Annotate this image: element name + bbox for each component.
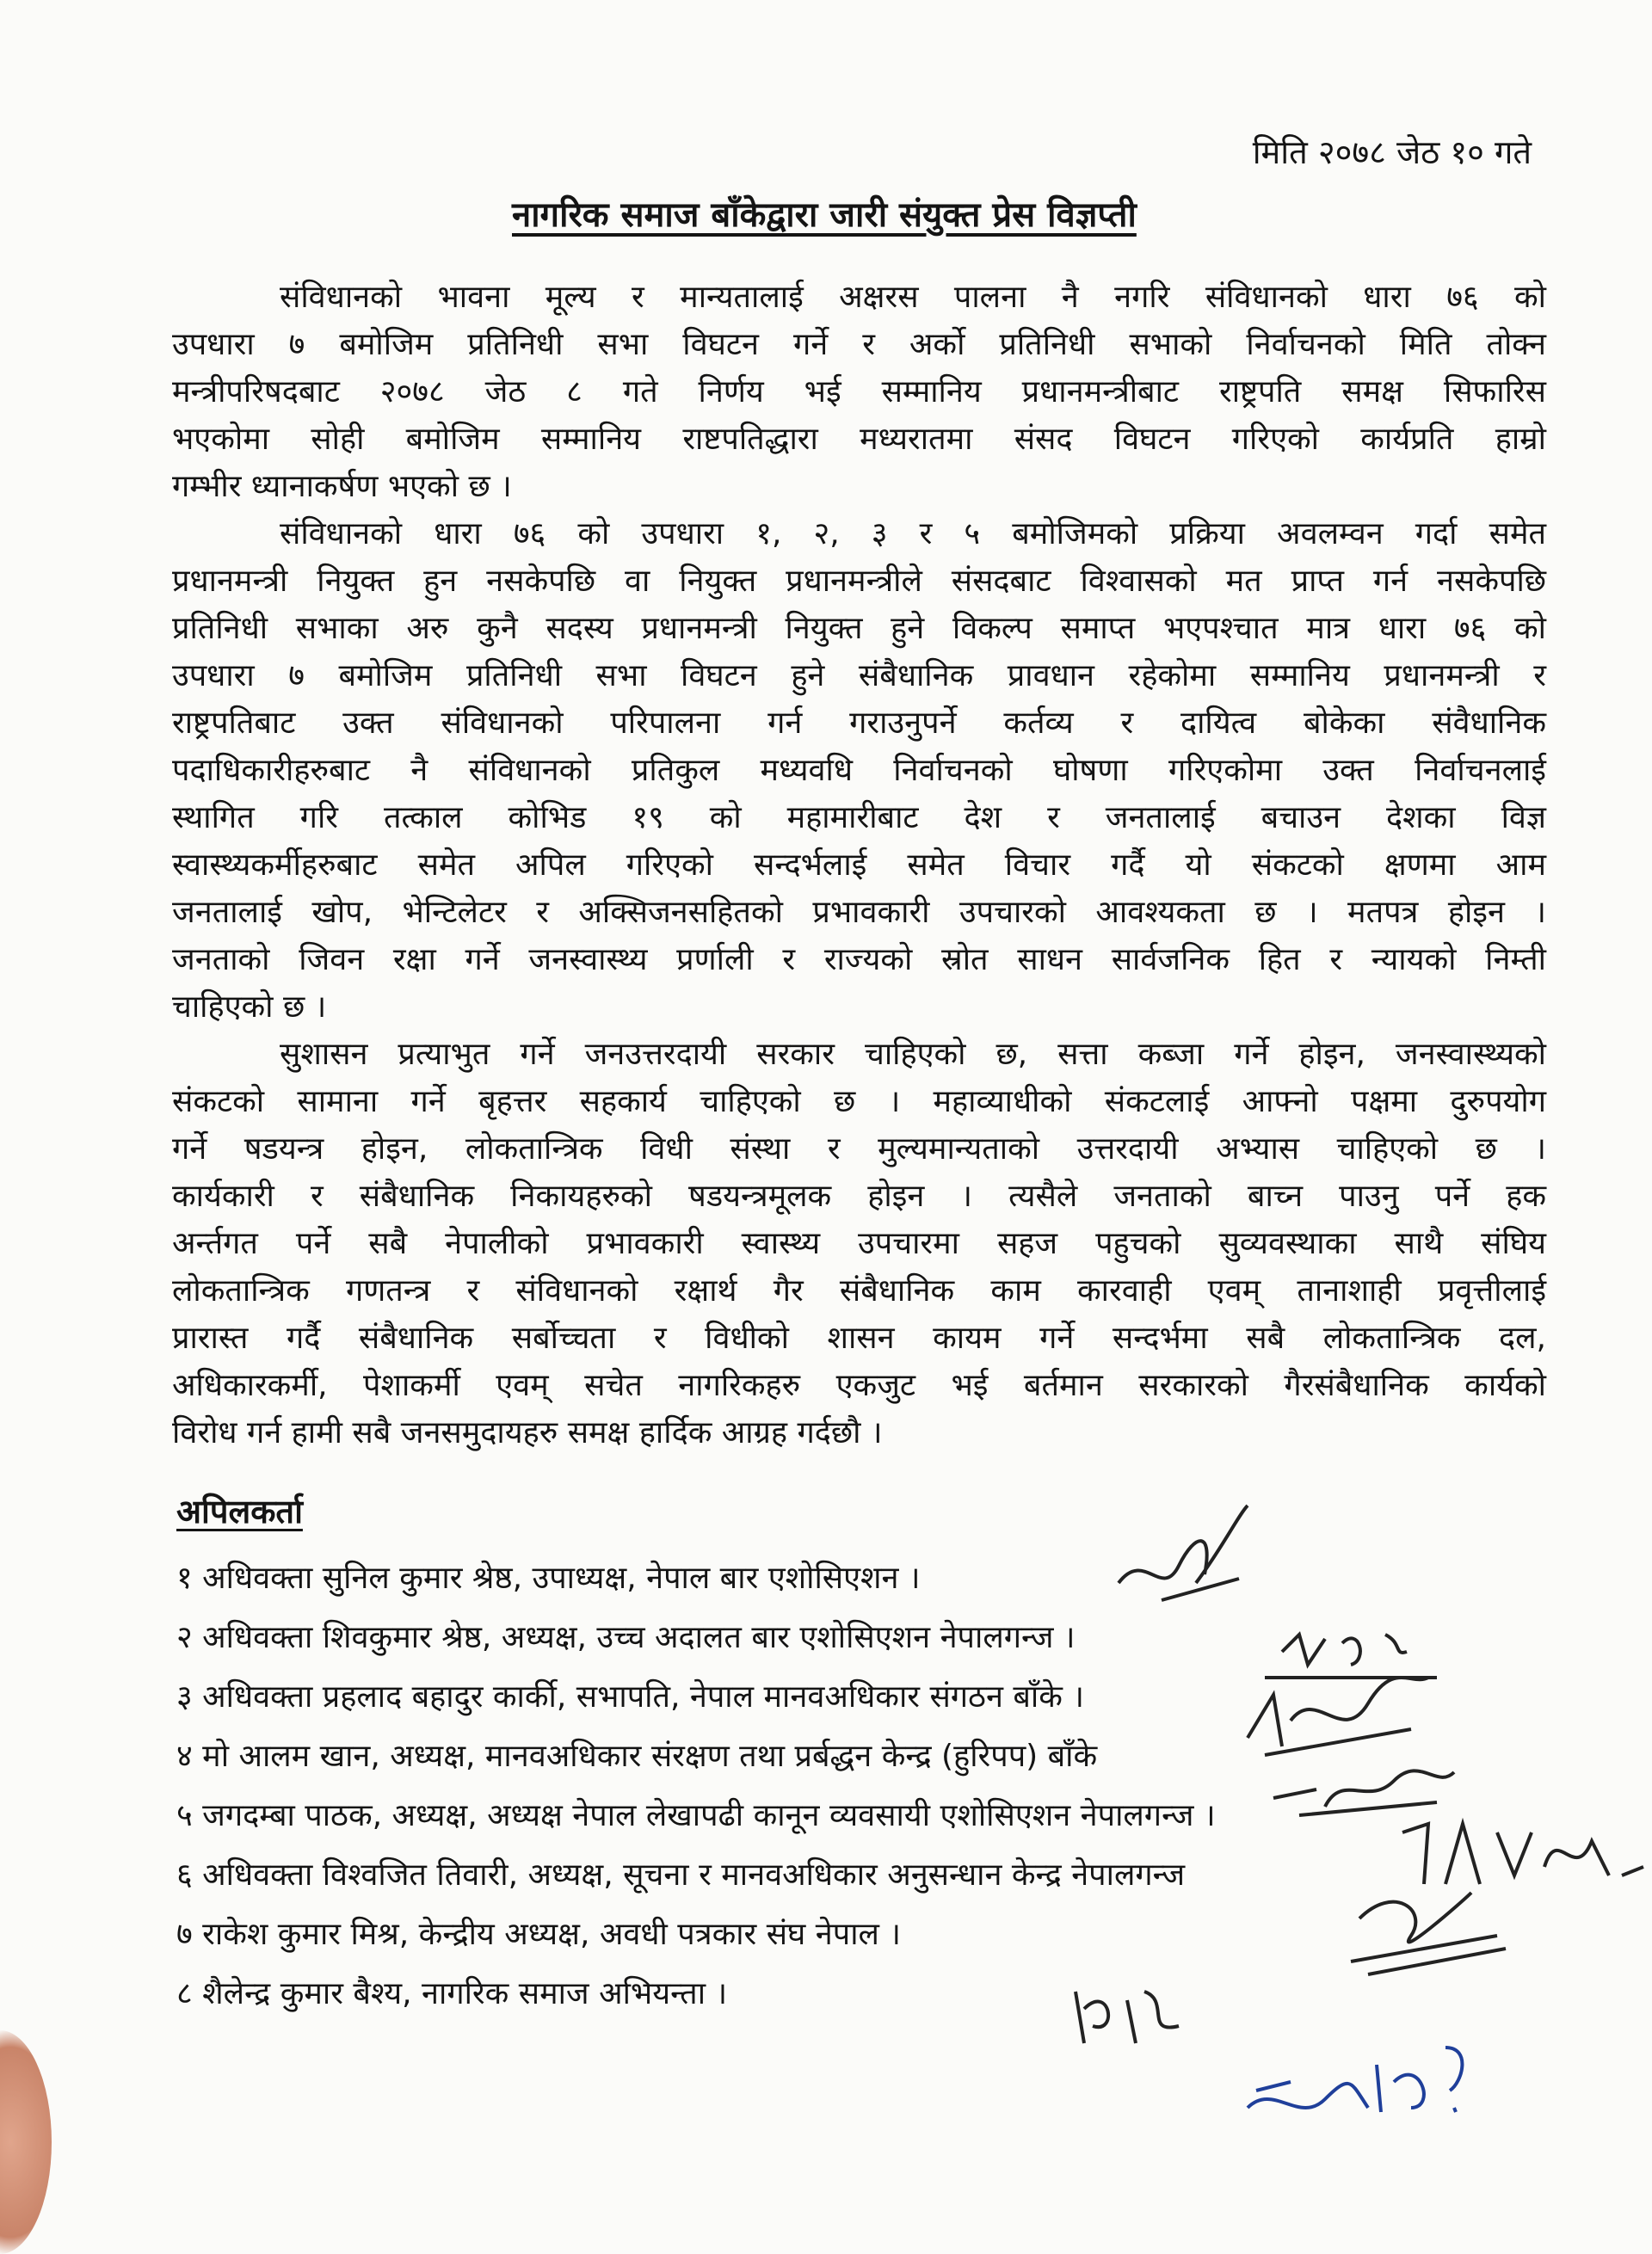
paragraph-1-line: गम्भीर ध्यानाकर्षण भएको छ । [172, 469, 512, 504]
document-title: नागरिक समाज बाँकेद्वारा जारी संयुक्त प्रेस विज्ञप्ती [512, 195, 1137, 235]
paragraph-2-line: राष्ट्रपतिबाट उक्त संविधानको परिपालना गर्न गराउनुपर्ने कर्तव्य र दायित्व बोकेका संवैधानिक [172, 705, 1546, 741]
appellant-4: ४ मो आलम खान, अध्यक्ष, मानवअधिकार संरक्षण तथा प्रर्बद्धन केन्द्र (हुरिपप) बाँके [176, 1739, 1098, 1774]
paragraph-2-line: स्वास्थ्यकर्मीहरुबाट समेत अपिल गरिएको सन्दर्भलाई समेत विचार गर्दै यो संकटको क्षणमा आम [172, 847, 1546, 883]
paragraphs [172, 274, 1546, 1456]
paragraph-1-line: भएकोमा सोही बमोजिम सम्मानिय राष्टपतिद्धारा मध्यरातमा संसद विघटन गरिएको कार्यप्रति हाम्रो [172, 422, 1546, 457]
paragraph-3-line: सुशासन प्रत्याभुत गर्ने जनउत्तरदायी सरकार चाहिएको छ, सत्ता कब्जा गर्ने होइन, जनस्वास्थ्यको [280, 1037, 1546, 1072]
appellant-3: ३ अधिवक्ता प्रहलाद बहादुर कार्की, सभापति, नेपाल मानवअधिकार संगठन बाँके । [176, 1679, 1084, 1715]
appellant-6: ६ अधिवक्ता विश्वजित तिवारी, अध्यक्ष, सूचना र मानवअधिकार अनुसन्धान केन्द्र नेपालगन्ज [176, 1857, 1186, 1893]
paragraph-1-line: उपधारा ७ बमोजिम प्रतिनिधी सभा विघटन गर्ने र अर्को प्रतिनिधी सभाको निर्वाचनको मिति तोक्न [172, 327, 1546, 362]
thumb-edge [0, 2030, 52, 2254]
document-date: मिति २०७८ जेठ १० गते [1252, 133, 1532, 171]
paragraph-2-line: उपधारा ७ बमोजिम प्रतिनिधी सभा विघटन हुने संबैधानिक प्रावधान रहेकोमा सम्मानिय प्रधानमन्त्री र [172, 658, 1546, 693]
paragraph-3-line: गर्ने षडयन्त्र होइन, लोकतान्त्रिक विधी संस्था र मुल्यमान्यताको उत्तरदायी अभ्यास चाहिएको छ । [172, 1131, 1546, 1167]
paragraph-2-line: प्रतिनिधी सभाका अरु कुनै सदस्य प्रधानमन्त्री नियुक्त हुने विकल्प समाप्त भएपश्चात मात्र धारा ७६ को [172, 611, 1546, 646]
paragraph-1-line: मन्त्रीपरिषदबाट २०७८ जेठ ८ गते निर्णय भई सम्मानिय प्रधानमन्त्रीबाट राष्ट्रपति समक्ष सिफारिस [172, 374, 1546, 410]
signature-6 [1342, 1875, 1514, 1979]
signature-8-blue [1239, 2030, 1480, 2134]
paragraph-2-line: जनतालाई खोप, भेन्टिलेटर र अक्सिजनसहितको प्रभावकारी उपचारको आवश्यकता छ । मतपत्र होइन । [172, 895, 1546, 930]
paragraph-3-line: प्रारास्त गर्दै संबैधानिक सर्बोच्चता र विधीको शासन कायम गर्ने सन्दर्भमा सबै लोकतान्त्रिक दल, [172, 1321, 1546, 1356]
appellant-8: ८ शैलेन्द्र कुमार बैश्य, नागरिक समाज अभियन्ता । [176, 1976, 728, 2011]
paragraph-2-line: पदाधिकारीहरुबाट नै संविधानको प्रतिकुल मध्यवधि निर्वाचनको घोषणा गरिएकोमा उक्त निर्वाचनलाई [172, 753, 1546, 788]
appellants-heading: अपिलकर्ता [176, 1493, 303, 1530]
paragraph-3-line: अर्न्तगत पर्ने सबै नेपालीको प्रभावकारी स्वास्थ्य उपचारमा सहज पहुचको सुव्यवस्थाका साथै संघिय [172, 1226, 1546, 1261]
paragraph-2-line: प्रधानमन्त्री नियुक्त हुन नसकेपछि वा नियुक्त प्रधानमन्त्रीले संसदबाट विश्वासको मत प्राप्त गर्न नसकेपछि [172, 564, 1546, 599]
signature-7 [1058, 1966, 1187, 2060]
paragraph-3-line: अधिकारकर्मी, पेशाकर्मी एवम् सचेत नागरिकहरु एकजुट भई बर्तमान सरकारको गैरसंबैधानिक कार्यको [172, 1368, 1546, 1403]
paragraph-3-line: विरोध गर्न हामी सबै जनसमुदायहरु समक्ष हार्दिक आग्रह गर्दछौ । [172, 1415, 883, 1450]
paragraph-3-line: कार्यकारी र संबैधानिक निकायहरुको षडयन्त्रमूलक होइन । त्यसैले जनताको बाच्न पाउनु पर्ने हक [172, 1179, 1546, 1214]
appellant-5: ५ जगदम्बा पाठक, अध्यक्ष, अध्यक्ष नेपाल लेखापढी कानून व्यवसायी एशोसिएशन नेपालगन्ज । [176, 1798, 1216, 1833]
paragraph-2-line: संविधानको धारा ७६ को उपधारा १, २, ३ र ५ बमोजिमको प्रक्रिया अवलम्वन गर्दा समेत [280, 516, 1546, 551]
signature-3 [1239, 1669, 1437, 1764]
appellant-2: २ अधिवक्ता शिवकुमार श्रेष्ठ, अध्यक्ष, उच्च अदालत बार एशोसिएशन नेपालगन्ज । [176, 1620, 1076, 1655]
signature-1 [1110, 1497, 1265, 1617]
paragraph-3-line: लोकतान्त्रिक गणतन्त्र र संविधानको रक्षार्थ गैर संबैधानिक काम कारवाही एवम् तानाशाही प्रवृत्तीलाई [172, 1273, 1546, 1309]
paragraph-2-line: जनताको जिवन रक्षा गर्ने जनस्वास्थ्य प्रर्णाली र राज्यको स्रोत साधन सार्वजनिक हित र न्यायको निम्ती [172, 942, 1546, 977]
document-body [172, 274, 1546, 1456]
paragraph-1-line: संविधानको भावना मूल्य र मान्यतालाई अक्षरस पालना नै नगरि संविधानको धारा ७६ को [280, 280, 1546, 315]
appellant-1: १ अधिवक्ता सुनिल कुमार श्रेष्ठ, उपाध्यक्ष, नेपाल बार एशोसिएशन । [176, 1561, 921, 1596]
paragraph-3-line: संकटको सामाना गर्ने बृहत्तर सहकार्य चाहिएको छ । महाव्याधीको संकटलाई आफ्नो पक्षमा दुरुपयोग [172, 1084, 1546, 1119]
appellants-list [176, 1549, 1216, 2023]
paragraph-2-line: चाहिएको छ । [172, 989, 327, 1025]
paragraph-2-line: स्थागित गरि तत्काल कोभिड १९ को महामारीबाट देश र जनतालाई बचाउन देशका विज्ञ [172, 800, 1546, 835]
appellant-7: ७ राकेश कुमार मिश्र, केन्द्रीय अध्यक्ष, अवधी पत्रकार संघ नेपाल । [176, 1917, 902, 1952]
